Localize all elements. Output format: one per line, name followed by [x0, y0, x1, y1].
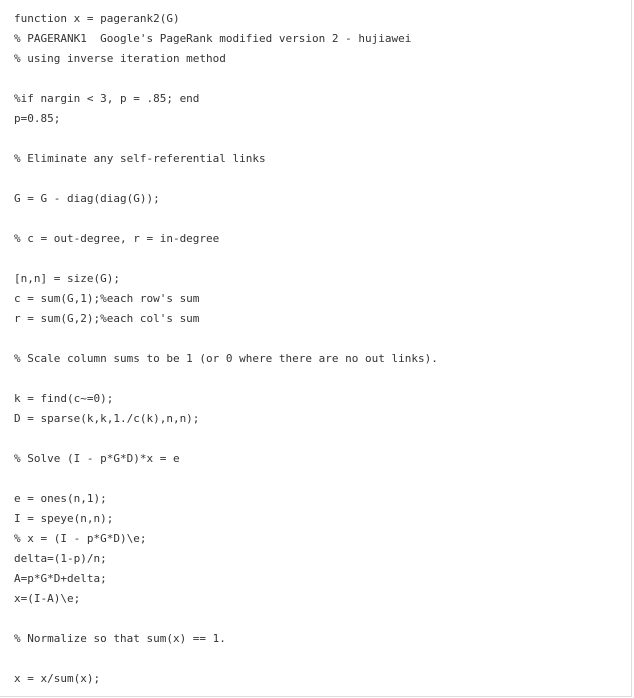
code-line-34: x = x/sum(x); — [14, 672, 101, 685]
code-line-17 — [14, 329, 631, 349]
code-line-4 — [14, 69, 631, 89]
code-line-13 — [14, 249, 631, 269]
code-line-27: % x = (I - p*G*D)\e; — [14, 532, 147, 545]
code-line-29: A=p*G*D+delta; — [14, 572, 107, 585]
code-line-28: delta=(1-p)/n; — [14, 552, 107, 565]
code-line-21: D = sparse(k,k,1./c(k),n,n); — [14, 412, 200, 425]
code-line-31 — [14, 609, 631, 629]
code-line-16: r = sum(G,2);%each col's sum — [14, 312, 200, 325]
code-line-32: % Normalize so that sum(x) == 1. — [14, 632, 226, 645]
code-line-30: x=(I-A)\e; — [14, 592, 81, 605]
code-line-1: function x = pagerank2(G) — [14, 12, 180, 25]
code-line-23: % Solve (I - p*G*D)*x = e — [14, 452, 180, 465]
code-line-12: % c = out-degree, r = in-degree — [14, 232, 220, 245]
code-line-24 — [14, 469, 631, 489]
code-line-33 — [14, 649, 631, 669]
code-line-7 — [14, 129, 631, 149]
code-line-5: %if nargin < 3, p = .85; end — [14, 92, 200, 105]
code-line-19 — [14, 369, 631, 389]
code-line-2: % PAGERANK1 Google's PageRank modified version 2 - hujiawei — [14, 32, 412, 45]
code-line-14: [n,n] = size(G); — [14, 272, 120, 285]
code-line-6: p=0.85; — [14, 112, 61, 125]
code-line-22 — [14, 429, 631, 449]
code-line-8: % Eliminate any self-referential links — [14, 152, 266, 165]
code-line-20: k = find(c~=0); — [14, 392, 114, 405]
code-line-18: % Scale column sums to be 1 (or 0 where there are no out links). — [14, 352, 438, 365]
code-line-3: % using inverse iteration method — [14, 52, 226, 65]
code-line-15: c = sum(G,1);%each row's sum — [14, 292, 200, 305]
code-line-9 — [14, 169, 631, 189]
code-line-26: I = speye(n,n); — [14, 512, 114, 525]
code-line-10: G = G - diag(diag(G)); — [14, 192, 160, 205]
code-line-25: e = ones(n,1); — [14, 492, 107, 505]
code-line-11 — [14, 209, 631, 229]
